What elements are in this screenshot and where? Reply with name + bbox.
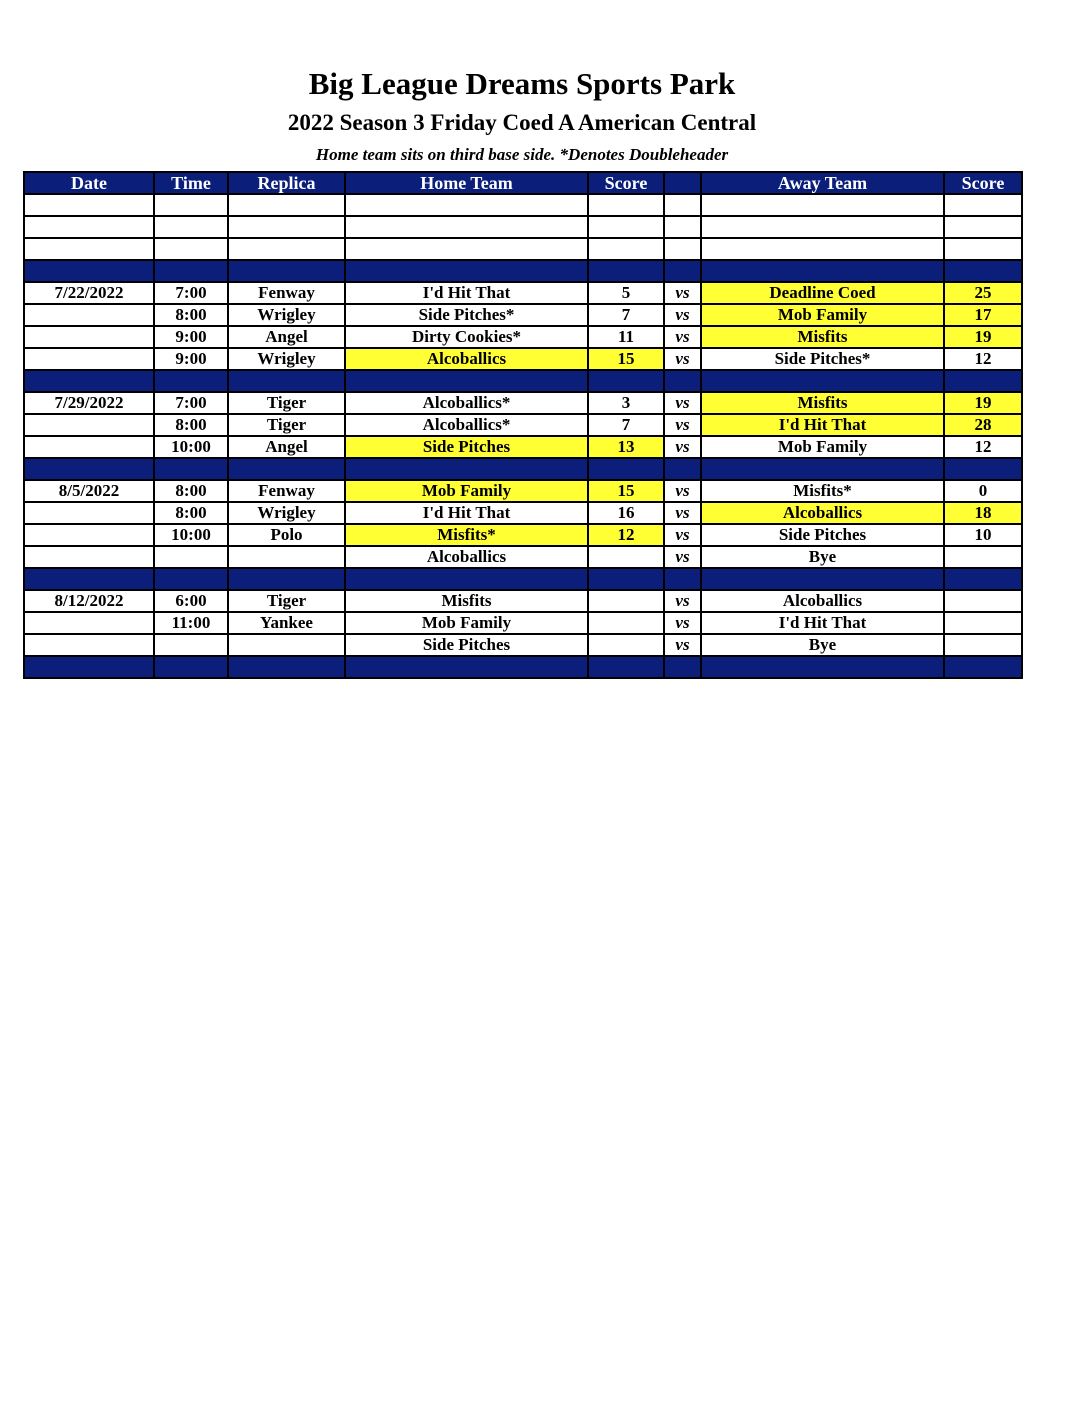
- date-cell: 8/5/2022: [24, 480, 154, 502]
- table-row: [24, 348, 1022, 370]
- time-cell: [154, 238, 228, 260]
- vs-cell: vs: [664, 304, 701, 326]
- col-header-date: Date: [24, 172, 154, 194]
- separator-row: [24, 656, 1022, 678]
- col-header-time: Time: [154, 172, 228, 194]
- away-score-cell: [944, 194, 1022, 216]
- home-team-cell: [345, 238, 588, 260]
- date-cell: [24, 502, 154, 524]
- separator-row: [24, 260, 1022, 282]
- away-score-cell: 12: [944, 348, 1022, 370]
- away-team-cell: Misfits: [701, 392, 944, 414]
- replica-cell: [228, 458, 345, 480]
- home-score-cell: [588, 260, 664, 282]
- replica-cell: Wrigley: [228, 304, 345, 326]
- vs-cell: vs: [664, 480, 701, 502]
- col-header-replica: Replica: [228, 172, 345, 194]
- time-cell: [154, 458, 228, 480]
- home-team-cell: Alcoballics: [345, 546, 588, 568]
- away-team-cell: [701, 568, 944, 590]
- table-row: [24, 282, 1022, 304]
- time-cell: [154, 370, 228, 392]
- away-team-cell: Side Pitches: [701, 524, 944, 546]
- home-team-cell: Mob Family: [345, 612, 588, 634]
- home-team-cell: I'd Hit That: [345, 502, 588, 524]
- away-team-cell: Bye: [701, 634, 944, 656]
- home-score-cell: [588, 458, 664, 480]
- home-score-cell: [588, 238, 664, 260]
- col-header-vs: [664, 172, 701, 194]
- replica-cell: Tiger: [228, 590, 345, 612]
- home-score-cell: 3: [588, 392, 664, 414]
- time-cell: 8:00: [154, 414, 228, 436]
- vs-cell: vs: [664, 282, 701, 304]
- home-team-cell: Side Pitches: [345, 436, 588, 458]
- home-score-cell: 12: [588, 524, 664, 546]
- date-cell: [24, 656, 154, 678]
- away-team-cell: Alcoballics: [701, 502, 944, 524]
- blank-row: [24, 216, 1022, 238]
- away-score-cell: [944, 634, 1022, 656]
- home-score-cell: [588, 546, 664, 568]
- replica-cell: Wrigley: [228, 348, 345, 370]
- home-score-cell: [588, 590, 664, 612]
- replica-cell: Wrigley: [228, 502, 345, 524]
- time-cell: 8:00: [154, 502, 228, 524]
- vs-cell: vs: [664, 524, 701, 546]
- time-cell: [154, 656, 228, 678]
- table-row: [24, 392, 1022, 414]
- replica-cell: Angel: [228, 326, 345, 348]
- time-cell: 9:00: [154, 326, 228, 348]
- date-cell: [24, 546, 154, 568]
- date-cell: [24, 524, 154, 546]
- replica-cell: Angel: [228, 436, 345, 458]
- replica-cell: [228, 238, 345, 260]
- time-cell: 10:00: [154, 524, 228, 546]
- page-note: Home team sits on third base side. *Denotes Doubleheader: [315, 145, 729, 164]
- table-row: [24, 634, 1022, 656]
- away-score-cell: 12: [944, 436, 1022, 458]
- vs-cell: vs: [664, 502, 701, 524]
- date-cell: [24, 238, 154, 260]
- replica-cell: [228, 260, 345, 282]
- home-team-cell: [345, 370, 588, 392]
- away-score-cell: 10: [944, 524, 1022, 546]
- away-score-cell: [944, 612, 1022, 634]
- page-subtitle: 2022 Season 3 Friday Coed A American Central: [287, 110, 757, 135]
- time-cell: 8:00: [154, 480, 228, 502]
- vs-cell: vs: [664, 436, 701, 458]
- separator-row: [24, 568, 1022, 590]
- home-score-cell: [588, 612, 664, 634]
- date-cell: [24, 414, 154, 436]
- home-team-cell: [345, 568, 588, 590]
- home-score-cell: [588, 370, 664, 392]
- home-team-cell: Side Pitches*: [345, 304, 588, 326]
- date-cell: [24, 568, 154, 590]
- time-cell: [154, 546, 228, 568]
- away-score-cell: 25: [944, 282, 1022, 304]
- table-row: [24, 326, 1022, 348]
- date-cell: [24, 194, 154, 216]
- date-cell: [24, 458, 154, 480]
- time-cell: 10:00: [154, 436, 228, 458]
- vs-cell: [664, 216, 701, 238]
- home-score-cell: [588, 656, 664, 678]
- away-team-cell: Alcoballics: [701, 590, 944, 612]
- away-score-cell: 19: [944, 326, 1022, 348]
- col-header-home-score: Score: [588, 172, 664, 194]
- vs-cell: vs: [664, 326, 701, 348]
- away-team-cell: [701, 216, 944, 238]
- vs-cell: [664, 458, 701, 480]
- vs-cell: [664, 194, 701, 216]
- away-team-cell: I'd Hit That: [701, 612, 944, 634]
- col-header-home-team: Home Team: [345, 172, 588, 194]
- away-score-cell: [944, 260, 1022, 282]
- replica-cell: [228, 546, 345, 568]
- time-cell: 8:00: [154, 304, 228, 326]
- time-cell: [154, 634, 228, 656]
- replica-cell: Tiger: [228, 414, 345, 436]
- vs-cell: vs: [664, 590, 701, 612]
- date-cell: [24, 634, 154, 656]
- date-cell: [24, 216, 154, 238]
- home-score-cell: 7: [588, 414, 664, 436]
- blank-row: [24, 194, 1022, 216]
- home-score-cell: 13: [588, 436, 664, 458]
- date-cell: [24, 436, 154, 458]
- home-team-cell: Side Pitches: [345, 634, 588, 656]
- home-team-cell: Mob Family: [345, 480, 588, 502]
- away-score-cell: [944, 370, 1022, 392]
- table-row: [24, 524, 1022, 546]
- away-score-cell: [944, 546, 1022, 568]
- away-score-cell: 18: [944, 502, 1022, 524]
- date-cell: [24, 304, 154, 326]
- home-team-cell: [345, 260, 588, 282]
- replica-cell: [228, 656, 345, 678]
- home-score-cell: 15: [588, 480, 664, 502]
- col-header-away-team: Away Team: [701, 172, 944, 194]
- table-header-row: [24, 172, 1022, 194]
- away-team-cell: Mob Family: [701, 436, 944, 458]
- vs-cell: [664, 568, 701, 590]
- home-team-cell: Misfits: [345, 590, 588, 612]
- replica-cell: [228, 370, 345, 392]
- away-team-cell: I'd Hit That: [701, 414, 944, 436]
- time-cell: 7:00: [154, 392, 228, 414]
- replica-cell: Fenway: [228, 282, 345, 304]
- time-cell: 11:00: [154, 612, 228, 634]
- col-header-away-score: Score: [944, 172, 1022, 194]
- vs-cell: vs: [664, 612, 701, 634]
- replica-cell: [228, 194, 345, 216]
- home-score-cell: 15: [588, 348, 664, 370]
- table-row: [24, 304, 1022, 326]
- away-score-cell: 0: [944, 480, 1022, 502]
- home-team-cell: I'd Hit That: [345, 282, 588, 304]
- time-cell: 9:00: [154, 348, 228, 370]
- away-team-cell: [701, 656, 944, 678]
- home-score-cell: [588, 194, 664, 216]
- table-row: [24, 480, 1022, 502]
- away-score-cell: 28: [944, 414, 1022, 436]
- vs-cell: vs: [664, 392, 701, 414]
- home-team-cell: [345, 458, 588, 480]
- time-cell: 7:00: [154, 282, 228, 304]
- date-cell: [24, 326, 154, 348]
- home-team-cell: Misfits*: [345, 524, 588, 546]
- away-score-cell: [944, 458, 1022, 480]
- schedule-table: [23, 171, 1023, 679]
- time-cell: [154, 260, 228, 282]
- home-score-cell: 5: [588, 282, 664, 304]
- away-score-cell: [944, 216, 1022, 238]
- time-cell: [154, 568, 228, 590]
- vs-cell: vs: [664, 546, 701, 568]
- home-score-cell: [588, 568, 664, 590]
- vs-cell: vs: [664, 634, 701, 656]
- home-score-cell: 16: [588, 502, 664, 524]
- table-row: [24, 502, 1022, 524]
- separator-row: [24, 370, 1022, 392]
- away-score-cell: [944, 238, 1022, 260]
- vs-cell: [664, 238, 701, 260]
- home-score-cell: [588, 634, 664, 656]
- vs-cell: vs: [664, 414, 701, 436]
- away-score-cell: [944, 656, 1022, 678]
- replica-cell: Tiger: [228, 392, 345, 414]
- date-cell: [24, 370, 154, 392]
- away-score-cell: 19: [944, 392, 1022, 414]
- vs-cell: [664, 370, 701, 392]
- date-cell: 8/12/2022: [24, 590, 154, 612]
- vs-cell: [664, 656, 701, 678]
- blank-row: [24, 238, 1022, 260]
- home-score-cell: [588, 216, 664, 238]
- replica-cell: [228, 568, 345, 590]
- date-cell: 7/22/2022: [24, 282, 154, 304]
- replica-cell: Yankee: [228, 612, 345, 634]
- away-team-cell: Side Pitches*: [701, 348, 944, 370]
- away-team-cell: [701, 238, 944, 260]
- time-cell: [154, 216, 228, 238]
- vs-cell: [664, 260, 701, 282]
- date-cell: [24, 612, 154, 634]
- home-score-cell: 11: [588, 326, 664, 348]
- table-row: [24, 612, 1022, 634]
- time-cell: [154, 194, 228, 216]
- away-team-cell: Bye: [701, 546, 944, 568]
- page-title: Big League Dreams Sports Park: [308, 66, 736, 101]
- date-cell: [24, 260, 154, 282]
- home-team-cell: [345, 194, 588, 216]
- home-team-cell: Dirty Cookies*: [345, 326, 588, 348]
- away-score-cell: 17: [944, 304, 1022, 326]
- date-cell: [24, 348, 154, 370]
- separator-row: [24, 458, 1022, 480]
- away-team-cell: Misfits: [701, 326, 944, 348]
- home-team-cell: Alcoballics: [345, 348, 588, 370]
- away-team-cell: Deadline Coed: [701, 282, 944, 304]
- home-score-cell: 7: [588, 304, 664, 326]
- replica-cell: [228, 634, 345, 656]
- replica-cell: [228, 216, 345, 238]
- away-team-cell: [701, 370, 944, 392]
- table-row: [24, 414, 1022, 436]
- replica-cell: Polo: [228, 524, 345, 546]
- away-team-cell: [701, 260, 944, 282]
- away-team-cell: [701, 458, 944, 480]
- home-team-cell: Alcoballics*: [345, 392, 588, 414]
- time-cell: 6:00: [154, 590, 228, 612]
- table-row: [24, 546, 1022, 568]
- table-row: [24, 436, 1022, 458]
- replica-cell: Fenway: [228, 480, 345, 502]
- away-team-cell: Misfits*: [701, 480, 944, 502]
- away-team-cell: [701, 194, 944, 216]
- away-score-cell: [944, 590, 1022, 612]
- home-team-cell: [345, 656, 588, 678]
- table-row: [24, 590, 1022, 612]
- schedule-body: [24, 194, 1022, 678]
- date-cell: 7/29/2022: [24, 392, 154, 414]
- home-team-cell: [345, 216, 588, 238]
- away-team-cell: Mob Family: [701, 304, 944, 326]
- away-score-cell: [944, 568, 1022, 590]
- home-team-cell: Alcoballics*: [345, 414, 588, 436]
- vs-cell: vs: [664, 348, 701, 370]
